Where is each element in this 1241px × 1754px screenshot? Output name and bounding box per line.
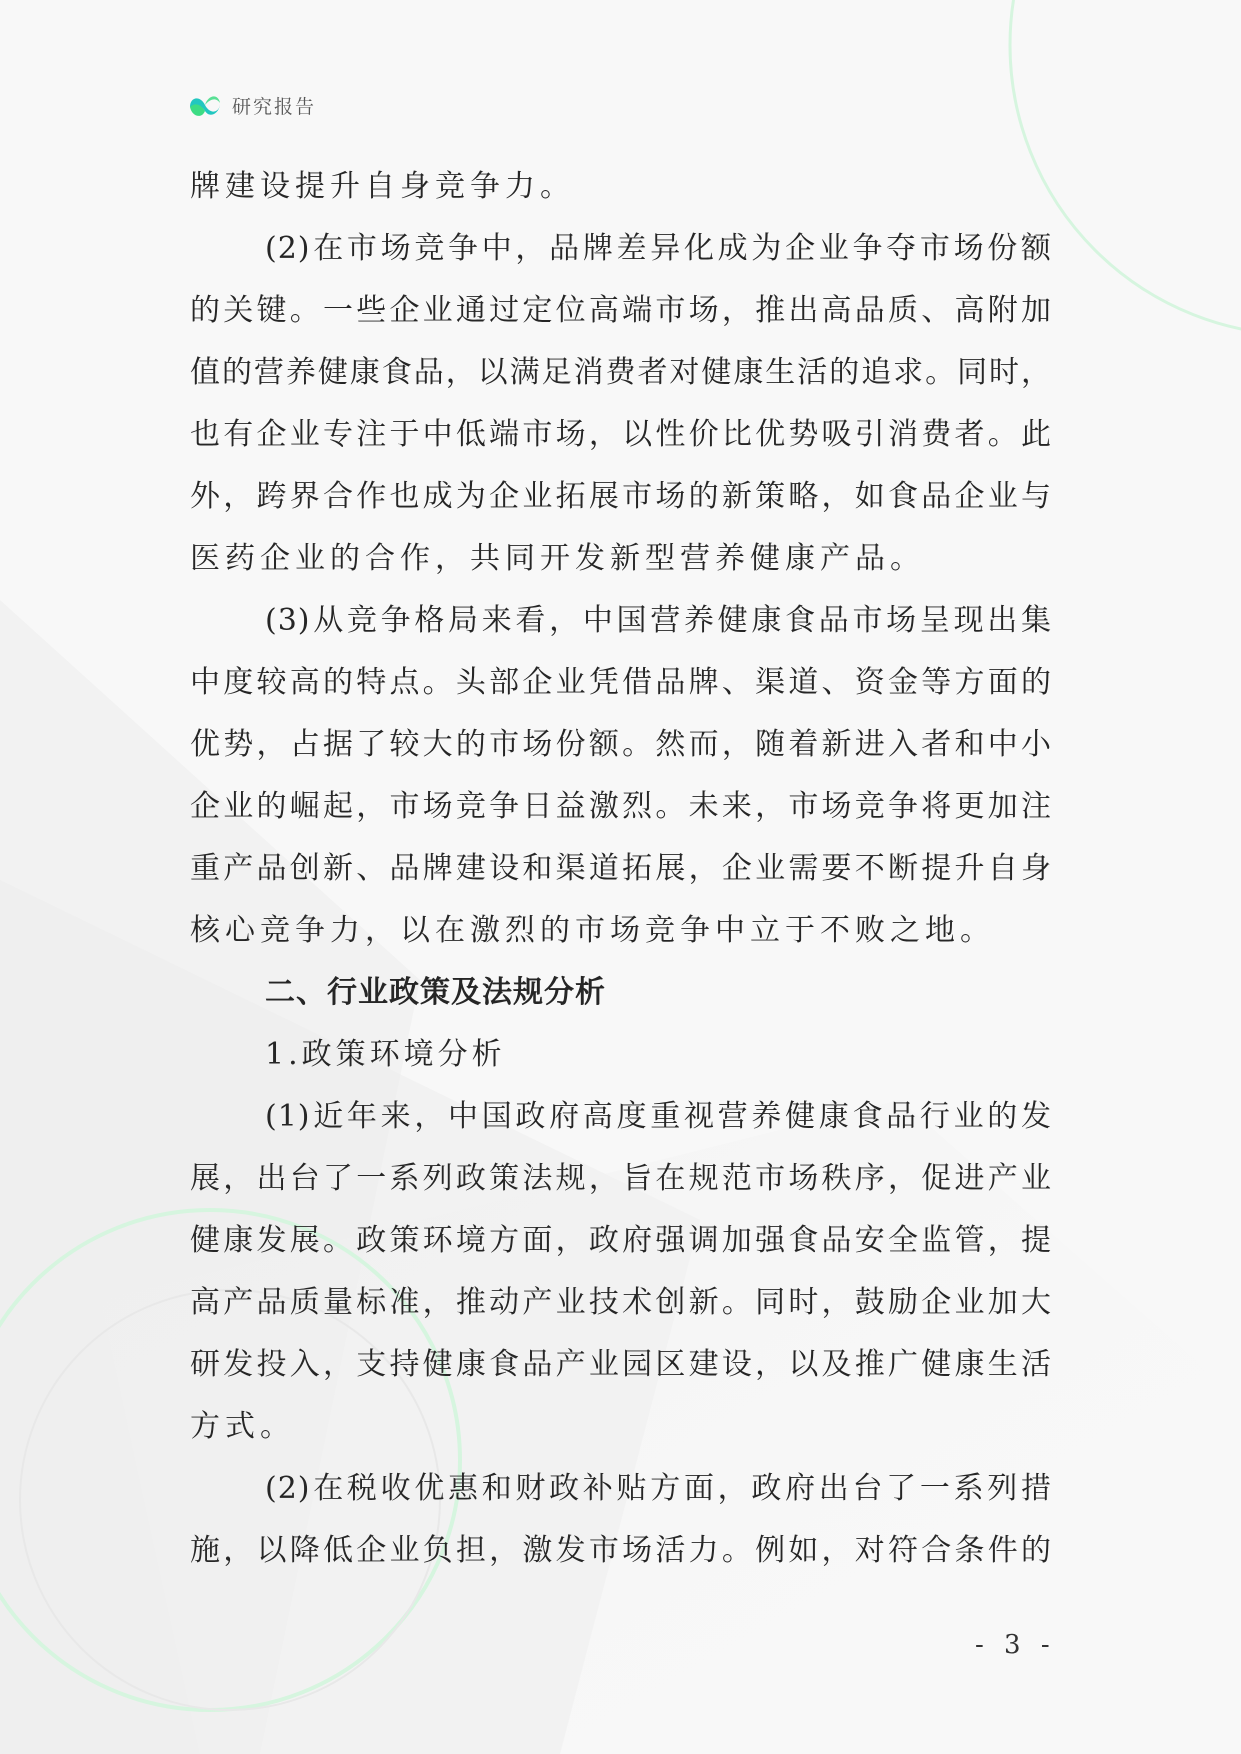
text-line: 优势，占据了较大的市场份额。然而，随着新进入者和中小 <box>190 727 1052 762</box>
text-line: 方式。 <box>190 1409 295 1444</box>
text-line: (2)在市场竞争中，品牌差异化成为企业争夺市场份额 <box>265 231 1052 266</box>
text-line: 企业的崛起，市场竞争日益激烈。未来，市场竞争将更加注 <box>190 789 1052 824</box>
text-line: 也有企业专注于中低端市场，以性价比优势吸引消费者。此 <box>190 417 1052 452</box>
text-line: 研发投入，支持健康食品产业园区建设，以及推广健康生活 <box>190 1347 1052 1382</box>
text-line: (1)近年来，中国政府高度重视营养健康食品行业的发 <box>265 1099 1052 1134</box>
text-line: 核心竞争力，以在激烈的市场竞争中立于不败之地。 <box>190 913 995 948</box>
text-line: 展，出台了一系列政策法规，旨在规范市场秩序，促进产业 <box>190 1161 1052 1196</box>
text-line: 健康发展。政策环境方面，政府强调加强食品安全监管，提 <box>190 1223 1052 1258</box>
text-line: 的关键。一些企业通过定位高端市场，推出高品质、高附加 <box>190 293 1052 328</box>
text-line: (2)在税收优惠和财政补贴方面，政府出台了一系列措 <box>265 1471 1052 1506</box>
report-header <box>188 89 316 121</box>
text-line: 牌建设提升自身竞争力。 <box>190 169 575 204</box>
text-line: 重产品创新、品牌建设和渠道拓展，企业需要不断提升自身 <box>190 851 1052 886</box>
logo-icon <box>188 89 222 121</box>
text-line: (3)从竞争格局来看，中国营养健康食品市场呈现出集 <box>265 603 1052 638</box>
text-line: 中度较高的特点。头部企业凭借品牌、渠道、资金等方面的 <box>190 665 1052 700</box>
text-line: 高产品质量标准，推动产业技术创新。同时，鼓励企业加大 <box>190 1285 1052 1320</box>
subsection-heading: 1.政策环境分析 <box>265 1037 506 1072</box>
text-line: 值的营养健康食品，以满足消费者对健康生活的追求。同时， <box>190 355 1052 390</box>
header-label: 研究报告 <box>232 95 317 118</box>
text-line: 施，以降低企业负担，激发市场活力。例如，对符合条件的 <box>190 1533 1052 1568</box>
section-heading: 二、行业政策及法规分析 <box>265 975 606 1010</box>
text-line: 外，跨界合作也成为企业拓展市场的新策略，如食品企业与 <box>190 479 1052 514</box>
text-line: 医药企业的合作，共同开发新型营养健康产品。 <box>190 541 925 576</box>
page-number: - 3 - <box>975 1630 1056 1660</box>
body-text <box>190 156 1052 1582</box>
